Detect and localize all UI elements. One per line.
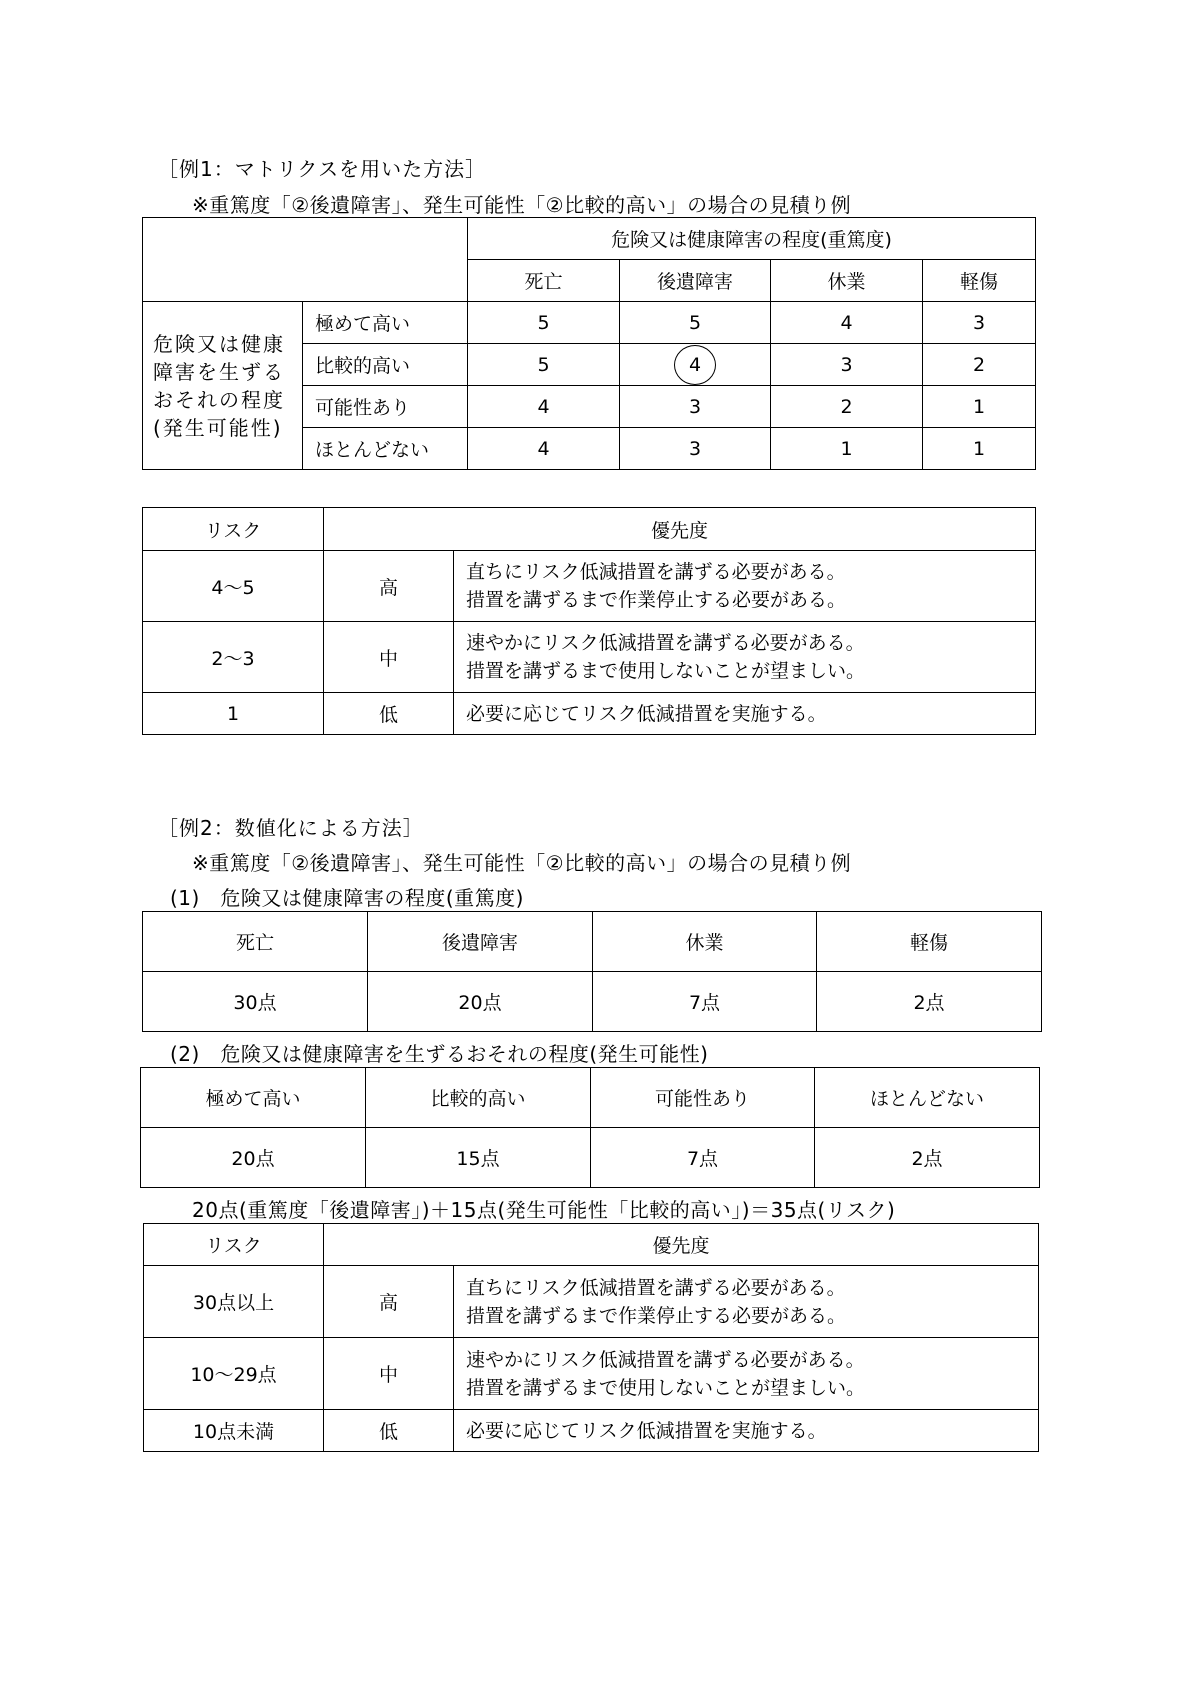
likelihood-points: 15点 <box>366 1128 591 1188</box>
priority-description <box>454 1266 1039 1338</box>
matrix-value: 1 <box>923 428 1036 470</box>
severity-label: 死亡 <box>143 912 368 972</box>
likelihood-label: 比較的高い <box>366 1068 591 1128</box>
severity-points: 7点 <box>593 972 817 1032</box>
priority-level: 高 <box>324 551 454 622</box>
priority-header: 優先度 <box>324 1224 1039 1266</box>
likelihood-header <box>143 302 303 470</box>
matrix-value: 4 <box>468 428 620 470</box>
risk-header: リスク <box>144 1224 324 1266</box>
description-line: 速やかにリスク低減措置を講ずる必要がある。 <box>466 632 865 654</box>
priority-row <box>143 551 1036 622</box>
matrix-value: 3 <box>771 344 923 386</box>
likelihood-label: 比較的高い <box>303 344 468 386</box>
likelihood-header-line: (発生可能性) <box>153 415 283 440</box>
matrix-value: 3 <box>620 386 771 428</box>
likelihood-points: 7点 <box>591 1128 815 1188</box>
risk-matrix-table <box>142 217 1036 470</box>
priority-table-2 <box>143 1223 1039 1452</box>
description-line: 直ちにリスク低減措置を講ずる必要がある。 <box>466 561 846 583</box>
risk-range: 4～5 <box>143 551 324 622</box>
example1-title: ［例1：マトリクスを用いた方法］ <box>158 157 487 181</box>
matrix-corner-cell <box>143 218 468 302</box>
severity-header: 危険又は健康障害の程度(重篤度) <box>468 218 1036 260</box>
severity-points: 2点 <box>817 972 1042 1032</box>
example2-note: ※重篤度「②後遺障害」、発生可能性「②比較的高い」の場合の見積り例 <box>192 851 852 875</box>
priority-level: 高 <box>324 1266 454 1338</box>
likelihood-caption: (2) 危険又は健康障害を生ずるおそれの程度(発生可能性) <box>170 1042 709 1066</box>
risk-range: 10～29点 <box>144 1338 324 1410</box>
priority-level: 低 <box>324 693 454 735</box>
likelihood-label: 可能性あり <box>591 1068 815 1128</box>
matrix-value-selected <box>620 344 771 386</box>
priority-description <box>454 622 1036 693</box>
severity-label: 軽傷 <box>817 912 1042 972</box>
description-line: 直ちにリスク低減措置を講ずる必要がある。 <box>466 1276 846 1299</box>
priority-row <box>144 1410 1039 1452</box>
likelihood-label: ほとんどない <box>303 428 468 470</box>
likelihood-header-line: おそれの程度 <box>153 387 285 412</box>
priority-header: 優先度 <box>324 508 1036 551</box>
likelihood-label: 可能性あり <box>303 386 468 428</box>
likelihood-points: 20点 <box>141 1128 366 1188</box>
severity-level: 休業 <box>771 260 923 302</box>
likelihood-label: ほとんどない <box>815 1068 1040 1128</box>
matrix-value: 5 <box>468 344 620 386</box>
matrix-value: 2 <box>923 344 1036 386</box>
matrix-value: 5 <box>620 302 771 344</box>
likelihood-points: 2点 <box>815 1128 1040 1188</box>
description-line: 必要に応じてリスク低減措置を実施する。 <box>466 702 827 725</box>
matrix-value: 2 <box>771 386 923 428</box>
priority-table-1 <box>142 507 1036 735</box>
priority-level: 中 <box>324 622 454 693</box>
severity-caption: (1) 危険又は健康障害の程度(重篤度) <box>170 886 524 910</box>
description-line: 必要に応じてリスク低減措置を実施する。 <box>466 1419 827 1442</box>
matrix-row <box>143 302 1036 344</box>
severity-level: 軽傷 <box>923 260 1036 302</box>
priority-description <box>454 551 1036 622</box>
circled-value: 4 <box>674 345 716 385</box>
likelihood-label: 極めて高い <box>303 302 468 344</box>
severity-label: 後遺障害 <box>368 912 593 972</box>
matrix-value: 1 <box>923 386 1036 428</box>
risk-range: 2～3 <box>143 622 324 693</box>
severity-label: 休業 <box>593 912 817 972</box>
risk-header: リスク <box>143 508 324 551</box>
description-line: 措置を講ずるまで使用しないことが望ましい。 <box>466 660 866 682</box>
severity-points: 30点 <box>143 972 368 1032</box>
matrix-value: 3 <box>620 428 771 470</box>
matrix-value: 1 <box>771 428 923 470</box>
priority-row <box>143 622 1036 693</box>
matrix-value: 3 <box>923 302 1036 344</box>
risk-range: 30点以上 <box>144 1266 324 1338</box>
priority-description <box>454 1338 1039 1410</box>
severity-level: 後遺障害 <box>620 260 771 302</box>
priority-description <box>454 1410 1039 1452</box>
likelihood-header-line: 障害を生ずる <box>153 359 285 384</box>
description-line: 措置を講ずるまで作業停止する必要がある。 <box>466 589 847 611</box>
example1-note: ※重篤度「②後遺障害」、発生可能性「②比較的高い」の場合の見積り例 <box>192 193 852 217</box>
matrix-value: 5 <box>468 302 620 344</box>
risk-range: 10点未満 <box>144 1410 324 1452</box>
likelihood-header-line: 危険又は健康 <box>153 331 285 356</box>
risk-formula: 20点(重篤度「後遺障害」)＋15点(発生可能性「比較的高い」)＝35点(リスク) <box>192 1198 896 1222</box>
description-line: 措置を講ずるまで作業停止する必要がある。 <box>466 1304 847 1327</box>
priority-description <box>454 693 1036 735</box>
likelihood-points-table <box>140 1067 1040 1188</box>
severity-points-table <box>142 911 1042 1032</box>
risk-range: 1 <box>143 693 324 735</box>
severity-level: 死亡 <box>468 260 620 302</box>
priority-level: 低 <box>324 1410 454 1452</box>
priority-row <box>144 1338 1039 1410</box>
priority-row <box>143 693 1036 735</box>
priority-row <box>144 1266 1039 1338</box>
matrix-value: 4 <box>771 302 923 344</box>
likelihood-label: 極めて高い <box>141 1068 366 1128</box>
priority-level: 中 <box>324 1338 454 1410</box>
severity-points: 20点 <box>368 972 593 1032</box>
description-line: 速やかにリスク低減措置を講ずる必要がある。 <box>466 1348 865 1371</box>
matrix-value: 4 <box>468 386 620 428</box>
example2-title: ［例2：数値化による方法］ <box>158 816 424 840</box>
description-line: 措置を講ずるまで使用しないことが望ましい。 <box>466 1376 866 1399</box>
